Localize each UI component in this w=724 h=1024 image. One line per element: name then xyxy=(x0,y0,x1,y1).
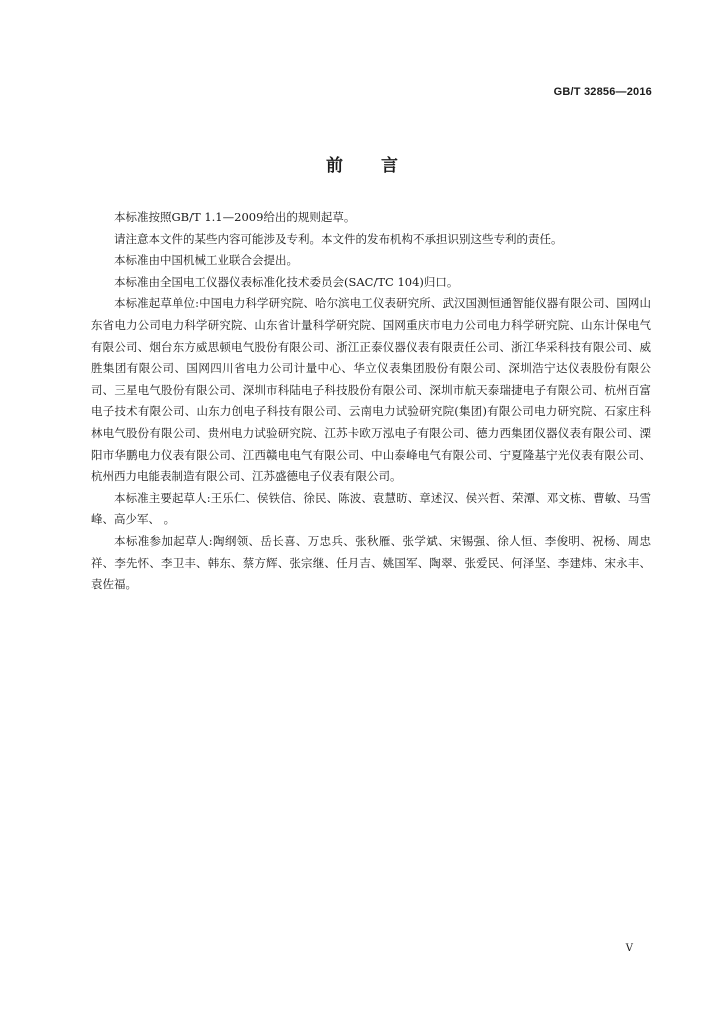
paragraph-centralized-by: 本标准由全国电工仪器仪表标准化技术委员会(SAC/TC 104)归口。 xyxy=(114,274,459,289)
standard-code: GB/T 32856—2016 xyxy=(553,86,652,98)
paragraph-drafting-units: 本标准起草单位:中国电力科学研究院、哈尔滨电工仪表研究所、武汉国测恒通智能仪器有限公司、国网山东省电力公司电力科学研究院、山东省计量科学研究院、国网重庆市电力公司电力科学研究院、山东计保电气有限公司、烟台东方威思顿电气股份有限公司、浙江正泰仪器仪表有限责任公司、浙江华采科技有限公司、威胜集团有限公司、国网四川省电力公司计量中心、华立仪表集团股份有限公司、深圳浩宁达仪表股份有限公司、三星电气股份有限公司、深圳市科陆电子科技股份有限公司、深圳市航天泰瑞捷电子有限公司、杭州百富电子技术有限公司、山东力创电子科技有限公司、云南电力试验研究院(集团)有限公司电力研究院、石家庄科林电气股份有限公司、贵州电力试验研究院、江苏卡欧万泓电子有限公司、德力西集团仪器仪表有限公司、溧阳市华鹏电力仪表有限公司、江西赣电电气有限公司、中山泰峰电气有限公司、宁夏隆基宁光仪表有限公司、杭州西力电能表制造有限公司、江苏盛德电子仪表有限公司。 xyxy=(91,296,651,484)
foreword-body xyxy=(91,207,651,596)
paragraph-participating-drafters: 本标准参加起草人:陶纲领、岳长喜、万忠兵、张秋雁、张学斌、宋锡强、徐人恒、李俊明、祝杨、周忠祥、李先怀、李卫丰、韩东、蔡方辉、张宗继、任月吉、姚国军、陶翠、张爱民、何泽坚、李建炜、宋永丰、袁佐福。 xyxy=(91,533,651,592)
paragraph-patent-notice: 请注意本文件的某些内容可能涉及专利。本文件的发布机构不承担识别这些专利的责任。 xyxy=(114,231,563,246)
page-number: V xyxy=(625,943,633,954)
paragraph-main-drafters: 本标准主要起草人:王乐仁、侯铁信、徐民、陈波、袁慧昉、章述汉、侯兴哲、荣潭、邓文栋、曹敏、马雪峰、高少军、 。 xyxy=(91,490,651,527)
paragraph-proposed-by: 本标准由中国机械工业联合会提出。 xyxy=(114,253,298,268)
paragraph-drafting-rules: 本标准按照GB/T 1.1—2009给出的规则起草。 xyxy=(114,210,356,224)
page-title: 前言 xyxy=(326,156,436,176)
